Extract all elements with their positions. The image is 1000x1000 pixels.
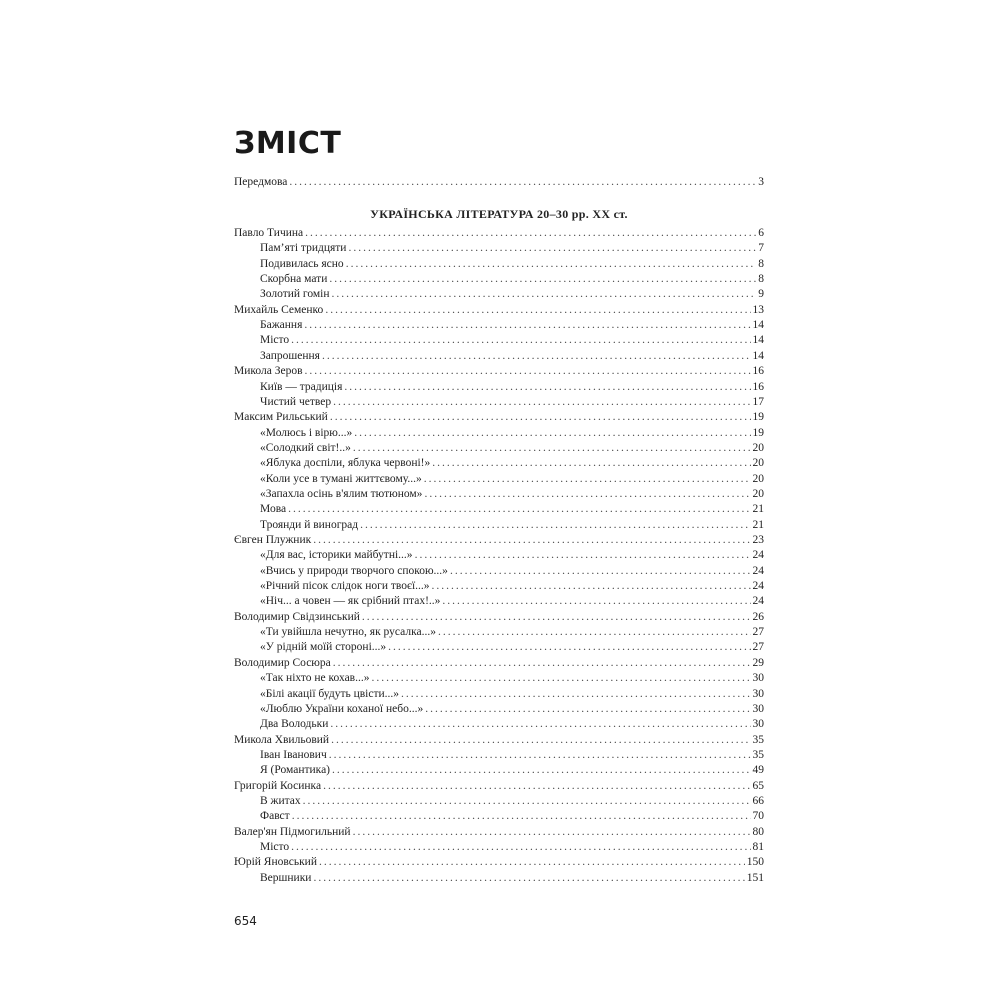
toc-entry-author (234, 655, 764, 671)
leader-dots (424, 487, 750, 502)
toc-entry-page: 19 (752, 426, 764, 439)
toc-entry-page: 35 (752, 748, 764, 761)
toc-entry-author (234, 225, 764, 241)
leader-dots (432, 579, 751, 594)
toc-entry-label: «Люблю України коханої небо...» (260, 702, 424, 715)
leader-dots (388, 640, 750, 655)
toc-entry-work (234, 624, 764, 640)
toc-entry-label: «Коли усе в тумані життєвому...» (260, 472, 422, 485)
toc-entry-page: 8 (758, 273, 764, 286)
toc-entry-label: «У рідній моїй стороні...» (260, 641, 387, 654)
leader-dots (438, 625, 751, 640)
toc-entry-page: 81 (752, 841, 764, 853)
toc-entry-label: Євген Плужник (234, 534, 312, 546)
toc-entry-page: 27 (752, 626, 764, 639)
toc-entry-work (234, 440, 764, 456)
toc-entry-label: «Яблука доспіли, яблука червоні!» (260, 457, 431, 470)
leader-dots (353, 825, 751, 840)
toc-entry-work (234, 286, 764, 302)
toc-entry-page: 30 (752, 718, 764, 731)
leader-dots (450, 564, 751, 579)
leader-dots (291, 840, 750, 855)
leader-dots (323, 779, 750, 794)
toc-entry-page: 66 (752, 794, 764, 807)
toc-entry-label: Вершники (260, 871, 312, 884)
toc-entry-label: Місто (260, 334, 290, 347)
toc-entry-label: Чистий четвер (260, 395, 332, 408)
page-number: 654 (234, 914, 257, 928)
toc-entry-label: Запрошення (260, 349, 320, 362)
toc-entry-author (234, 854, 764, 870)
toc-entry-page: 80 (752, 825, 764, 838)
toc-entry-label: Фавст (260, 810, 290, 823)
toc-entry-work (234, 839, 764, 855)
toc-entry-page: 24 (752, 549, 764, 562)
leader-dots (313, 533, 750, 548)
toc-entry-label: «Річний пісок слідок ноги твоєї...» (260, 580, 430, 593)
toc-entry-page: 13 (752, 303, 764, 316)
toc-entry-label: Пам’яті тридцяти (260, 242, 347, 255)
toc-entry-page: 14 (752, 334, 764, 347)
toc-entry-page: 6 (758, 227, 764, 239)
leader-dots (346, 257, 757, 272)
leader-dots (331, 733, 750, 748)
toc-entry-page: 16 (752, 365, 764, 378)
leader-dots (362, 610, 751, 625)
toc-entry-label: «Ти увійшла нечутно, як русалка...» (260, 626, 436, 639)
leader-dots (330, 717, 750, 732)
toc-entry-label: Микола Хвильовий (234, 733, 330, 746)
leader-dots (304, 318, 750, 333)
leader-dots (360, 518, 750, 533)
toc-entry-page: 14 (752, 319, 764, 332)
toc-entry-work (234, 501, 764, 517)
leader-dots (329, 748, 751, 763)
toc-entry-page: 20 (752, 472, 764, 485)
toc-entry-label: «Ніч... а човен — як срібний птах!..» (260, 595, 441, 608)
toc-entry-page: 65 (752, 779, 764, 792)
leader-dots (305, 226, 756, 241)
toc-entry-label: «Для вас, історики майбутні...» (260, 549, 413, 562)
toc-entry-page: 7 (758, 242, 764, 255)
toc-entry-label: «Білі акації будуть цвісти...» (260, 687, 400, 700)
leader-dots (289, 175, 756, 190)
leader-dots (319, 855, 745, 870)
toc-entry-author (234, 363, 764, 379)
toc-entry-work (234, 747, 764, 763)
toc-entry-page: 24 (752, 595, 764, 608)
toc-entry-author (234, 778, 764, 794)
toc-entry-page: 3 (758, 176, 764, 188)
toc-entry-label: Два Володьки (260, 718, 329, 731)
toc-entry-label: «Молюсь і вірю...» (260, 426, 353, 439)
leader-dots (425, 702, 750, 717)
leader-dots (415, 548, 751, 563)
toc-entry-work (234, 332, 764, 348)
toc-entry-work (234, 379, 764, 395)
toc-entry-author (234, 824, 764, 840)
toc-entry-author (234, 732, 764, 748)
toc-entry-label: Володимир Сосюра (234, 656, 331, 669)
toc-entry-work (234, 394, 764, 410)
toc-entry-work (234, 701, 764, 717)
toc-entry-page: 17 (752, 395, 764, 408)
leader-dots (330, 410, 751, 425)
toc-entry-page: 70 (752, 810, 764, 823)
toc-entry-label: «Солодкий світ!..» (260, 441, 351, 454)
toc-entry-page: 150 (746, 856, 764, 869)
toc-entry-page: 49 (752, 764, 764, 777)
leader-dots (353, 441, 751, 456)
toc-entry-label: Іван Іванович (260, 748, 327, 761)
leader-dots (354, 426, 750, 441)
toc-entry-work (234, 455, 764, 471)
toc-entry-work (234, 471, 764, 487)
toc-entry-label: «Запахла осінь в'ялим тютюном» (260, 487, 423, 500)
section-heading: УКРАЇНСЬКА ЛІТЕРАТУРА 20–30 рр. ХХ ст. (370, 207, 628, 221)
toc-entry-label: Микола Зеров (234, 365, 303, 378)
leader-dots (329, 272, 756, 287)
toc-entry-label: Валер'ян Підмогильний (234, 825, 351, 838)
toc-entry-label: Передмова (234, 176, 288, 188)
toc-entry-work (234, 808, 764, 824)
toc-entry-label: Місто (260, 841, 290, 853)
toc-entry-page: 23 (752, 534, 764, 546)
toc-entry-work (234, 271, 764, 287)
toc-entry-work (234, 240, 764, 256)
toc-entry-page: 30 (752, 702, 764, 715)
leader-dots (333, 656, 751, 671)
toc-entry-work (234, 716, 764, 732)
leader-dots (401, 687, 750, 702)
toc-entry-author (234, 302, 764, 318)
toc-entry-label: Троянди й виноград (260, 518, 359, 531)
toc-entry-page: 21 (752, 518, 764, 531)
toc-entry-label: Михайль Семенко (234, 303, 324, 316)
leader-dots (432, 456, 750, 471)
toc-entry-label: В житах (260, 794, 301, 807)
leader-dots (371, 671, 750, 686)
leader-dots (344, 380, 750, 395)
toc-entry-work (234, 578, 764, 594)
toc-entry-page: 20 (752, 457, 764, 470)
leader-dots (442, 594, 750, 609)
toc-entry-label: Володимир Свідзинський (234, 610, 360, 623)
leader-dots (332, 763, 751, 778)
toc-entry-work (234, 547, 764, 563)
leader-dots (305, 364, 751, 379)
toc-entry-work (234, 517, 764, 533)
toc-entry-work (234, 686, 764, 702)
toc-entry-page: 8 (758, 257, 764, 270)
toc-entry-label: Бажання (260, 319, 303, 332)
toc-entry-page: 19 (752, 411, 764, 424)
toc-entry-page: 35 (752, 733, 764, 746)
leader-dots (333, 395, 750, 410)
toc-entry-label: «Так ніхто не кохав...» (260, 672, 370, 685)
toc-entry-page: 30 (752, 672, 764, 685)
toc-entry-page: 29 (752, 656, 764, 669)
toc-entry-work (234, 348, 764, 364)
toc-entry-page: 14 (752, 349, 764, 362)
toc-entry-work (234, 317, 764, 333)
toc-entry-page: 16 (752, 380, 764, 393)
leader-dots (322, 349, 751, 364)
toc-entry-work (234, 486, 764, 502)
toc-entry-label: Скорбна мати (260, 273, 328, 286)
toc-entry-label: Я (Романтика) (260, 764, 330, 777)
toc-entry-label: Максим Рильський (234, 411, 328, 424)
page-title: ЗМІСТ (234, 126, 342, 161)
toc-entry-preface (234, 174, 764, 190)
leader-dots (288, 502, 750, 517)
toc-entry-label: Подивилась ясно (260, 257, 344, 270)
leader-dots (291, 333, 750, 348)
leader-dots (313, 871, 744, 886)
toc-entry-label: Павло Тичина (234, 227, 304, 239)
leader-dots (303, 794, 751, 809)
toc-entry-page: 30 (752, 687, 764, 700)
toc-entry-work (234, 425, 764, 441)
toc-entry-label: Мова (260, 503, 287, 516)
toc-entry-page: 9 (758, 288, 764, 301)
toc-entry-page: 20 (752, 487, 764, 500)
toc-entry-work (234, 639, 764, 655)
leader-dots (424, 472, 751, 487)
leader-dots (325, 303, 750, 318)
toc-entry-author (234, 609, 764, 625)
toc-entry-work (234, 762, 764, 778)
toc-entry-page: 151 (746, 871, 764, 884)
toc-entry-page: 20 (752, 441, 764, 454)
toc-entry-work (234, 793, 764, 809)
toc-entry-label: «Вчись у природи творчого спокою...» (260, 564, 448, 577)
toc-entry-work (234, 563, 764, 579)
toc-entry-page: 24 (752, 564, 764, 577)
toc-entry-author (234, 532, 764, 548)
toc-entry-page: 21 (752, 503, 764, 516)
leader-dots (348, 241, 756, 256)
toc-entry-page: 24 (752, 580, 764, 593)
toc-entry-work (234, 256, 764, 272)
toc-entry-label: Київ — традиція (260, 380, 343, 393)
toc-entry-label: Григорій Косинка (234, 779, 322, 792)
toc-entry-work (234, 670, 764, 686)
leader-dots (292, 809, 751, 824)
toc-entry-page: 27 (752, 641, 764, 654)
toc-entry-author (234, 409, 764, 425)
toc-entry-work (234, 870, 764, 886)
leader-dots (332, 287, 757, 302)
toc-entry-label: Юрій Яновський (234, 856, 317, 869)
toc-entry-page: 26 (752, 610, 764, 623)
toc-entry-work (234, 593, 764, 609)
toc-entry-label: Золотий гомін (260, 288, 330, 301)
